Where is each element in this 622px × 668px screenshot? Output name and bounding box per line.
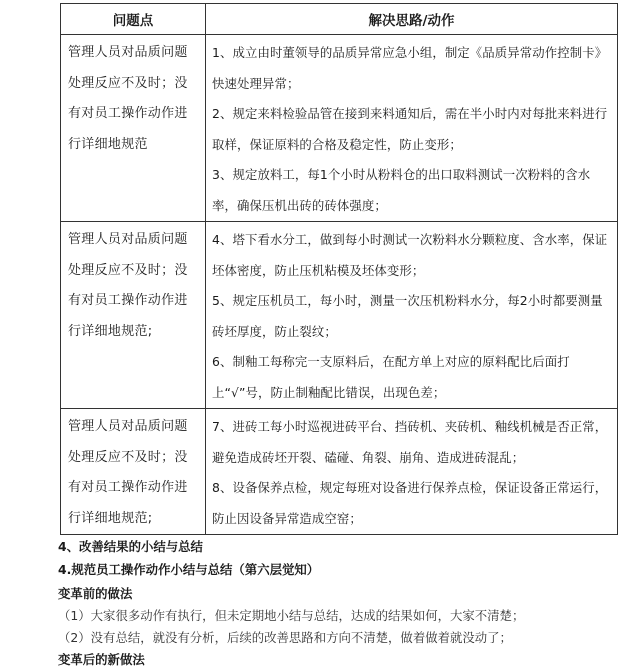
section-heading: 4、改善结果的小结与总结 [58,539,203,554]
actions-cell [206,409,618,535]
action-item: 4、塔下看水分工，做到每小时测试一次粉料水分颗粒度、含水率，保证坯体密度，防止压机粘模及坯体变形； [212,232,608,278]
action-item: 1、成立由时董领导的品质异常应急小组，制定《品质异常动作控制卡》快速处理异常； [212,45,608,91]
problem-cell: 管理人员对品质问题处理反应不及时；没有对员工操作动作进行详细地规范 [61,35,206,222]
action-item: 3、规定放料工，每1个小时从粉料仓的出口取料测试一次粉料的含水率，确保压机出砖的砖体强度； [212,167,591,213]
problem-cell: 管理人员对品质问题处理反应不及时；没有对员工操作动作进行详细地规范; [61,222,206,409]
problem-cell: 管理人员对品质问题处理反应不及时；没有对员工操作动作进行详细地规范; [61,409,206,535]
action-item: 6、制釉工每称完一支原料后，在配方单上对应的原料配比后面打上“√”号，防止制釉配比错误，出现色差； [212,354,570,400]
action-item: 8、设备保养点检，规定每班对设备进行保养点检，保证设备正常运行，防止因设备异常造成空窑； [212,480,608,526]
action-item: 7、进砖工每小时巡视进砖平台、挡砖机、夹砖机、釉线机械是否正常，避免造成砖坯开裂、磕碰、角裂、崩角、造成进砖混乱； [212,419,608,465]
before-heading: 变革前的做法 [58,586,133,601]
subsection-heading: 4.规范员工操作动作小结与总结（第六层觉知） [58,562,320,577]
table-row [61,35,618,222]
after-heading: 变革后的新做法 [58,652,145,667]
improvement-table [60,3,618,535]
before-point-1: （1）大家很多动作有执行，但未定期地小结与总结，达成的结果如何，大家不清楚； [58,608,525,623]
table-header-row [61,4,618,35]
actions-cell [206,35,618,222]
table-row [61,222,618,409]
action-item: 2、规定来料检验品管在接到来料通知后，需在半小时内对每批来料进行取样，保证原料的合格及稳定性，防止变形； [212,106,608,152]
table-row [61,409,618,535]
actions-cell [206,222,618,409]
before-point-2: （2）没有总结，就没有分析，后续的改善思路和方向不清楚，做着做着就没动了； [58,630,512,645]
header-solution: 解决思路/动作 [206,4,618,35]
action-item: 5、规定压机员工，每小时，测量一次压机粉料水分，每2小时都要测量砖坯厚度，防止裂纹； [212,293,603,339]
header-problem: 问题点 [61,4,206,35]
